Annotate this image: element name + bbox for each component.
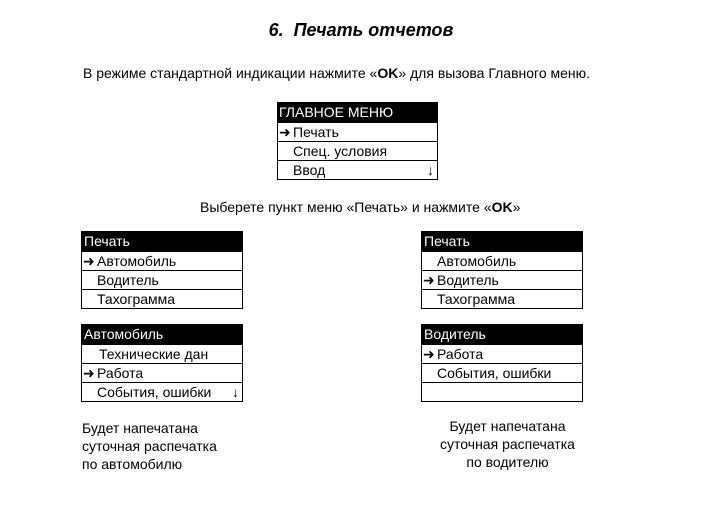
note-driver-printout <box>420 417 595 471</box>
print-menu-driver-selected <box>421 231 583 309</box>
menu-item-label: Печать <box>293 124 339 140</box>
menu-item-vehicle <box>82 251 242 270</box>
ok-key-label: OK <box>377 65 399 81</box>
menu-item-driver <box>82 270 242 289</box>
menu-item-empty <box>422 382 582 401</box>
menu-item-label: События, ошибки <box>97 384 212 400</box>
menu-item-label: Водитель <box>437 272 499 288</box>
selection-arrow-icon: ➜ <box>423 346 435 362</box>
note-line: суточная распечатка <box>440 436 575 452</box>
menu-item-label: Автомобиль <box>437 253 517 269</box>
selection-arrow-icon: ➜ <box>83 253 95 269</box>
menu-header: Печать <box>82 232 242 251</box>
note-line: суточная распечатка <box>82 438 217 454</box>
menu-item-events-errors <box>82 382 242 401</box>
menu-item-label: Работа <box>97 365 144 381</box>
menu-header: Печать <box>422 232 582 251</box>
step2-before: Выберете пункт меню «Печать» и нажмите « <box>200 199 492 215</box>
step2-after: » <box>512 199 521 215</box>
note-vehicle-printout <box>82 419 217 473</box>
menu-header: Водитель <box>422 325 582 344</box>
menu-item-label: Ввод <box>293 162 326 178</box>
selection-arrow-icon: ➜ <box>83 365 95 381</box>
note-line: по водителю <box>466 454 549 470</box>
intro-after: » для вызова Главного меню. <box>398 65 591 81</box>
menu-item-label: Автомобиль <box>97 253 177 269</box>
scroll-down-icon: ↓ <box>232 384 239 400</box>
note-line: Будет напечатана <box>82 420 198 436</box>
section-heading: Печать отчетов <box>293 20 454 40</box>
menu-item-special-conditions <box>278 141 437 160</box>
step2-text <box>200 199 520 215</box>
menu-item-label: Спец. условия <box>293 143 388 159</box>
menu-item-input <box>278 160 437 179</box>
intro-before: В режиме стандартной индикации нажмите « <box>83 65 378 81</box>
menu-item-work <box>82 363 242 382</box>
menu-item-tachogram <box>422 289 582 308</box>
menu-header: ГЛАВНОЕ МЕНЮ <box>278 103 437 122</box>
menu-item-label: Работа <box>437 346 484 362</box>
scroll-down-icon: ↓ <box>427 162 434 178</box>
menu-item-work <box>422 344 582 363</box>
menu-item-label: Водитель <box>97 272 159 288</box>
print-menu-vehicle-selected <box>81 231 243 309</box>
vehicle-submenu <box>81 324 243 402</box>
selection-arrow-icon: ➜ <box>423 272 435 288</box>
note-line: Будет напечатана <box>449 418 566 434</box>
section-number: 6. <box>268 20 284 40</box>
menu-header: Автомобиль <box>82 325 242 344</box>
menu-item-label: Тахограмма <box>97 291 176 307</box>
menu-item-print <box>278 122 437 141</box>
menu-item-label: Тахограмма <box>437 291 516 307</box>
selection-arrow-icon: ➜ <box>279 124 291 140</box>
main-menu-display <box>277 102 438 180</box>
menu-item-vehicle <box>422 251 582 270</box>
section-title <box>0 20 722 41</box>
menu-item-events-errors <box>422 363 582 382</box>
intro-text <box>83 65 590 81</box>
note-line: по автомобилю <box>82 456 183 472</box>
menu-item-label: Технические дан <box>99 346 209 362</box>
driver-submenu <box>421 324 583 402</box>
menu-item-tachogram <box>82 289 242 308</box>
menu-item-technical-data <box>82 344 242 363</box>
menu-item-driver <box>422 270 582 289</box>
menu-item-label: События, ошибки <box>437 365 552 381</box>
ok-key-label: OK <box>491 199 513 215</box>
